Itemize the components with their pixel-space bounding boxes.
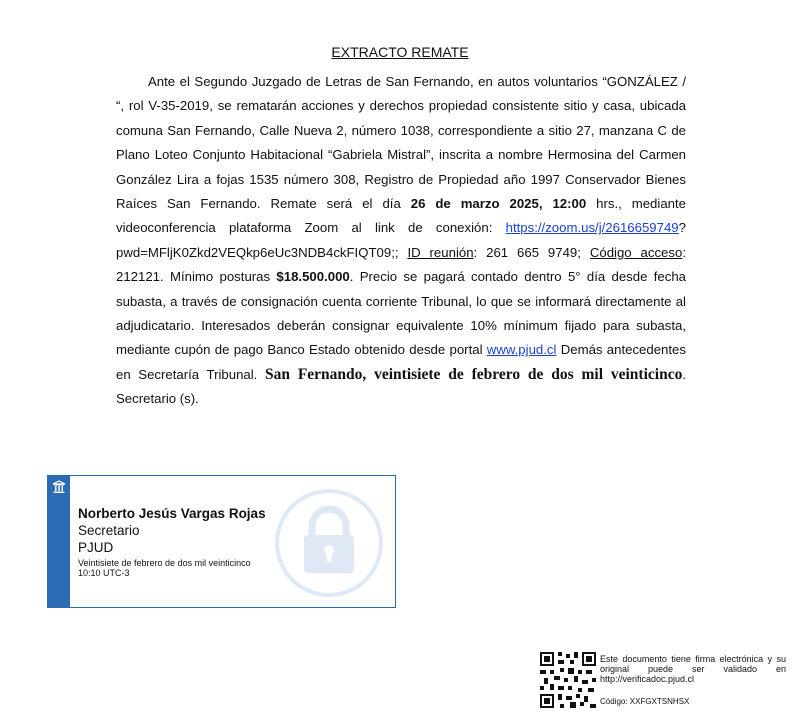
- body-text-7: Demás antecedentes en Secretaría Tribunal.: [116, 342, 686, 382]
- minimum-bid: $18.500.000: [276, 269, 350, 285]
- body-text-1: Ante el Segundo Juzgado de Letras de San Fernando, en autos voluntarios “GONZÁLEZ / “, rol V-35-2019, se rematarán acciones y derechos propiedad consistente sitio y casa, ubicada comuna San Fernando, Calle Nueva 2, número 1038, correspondiente a sitio 27, manzana C de Plano Loteo Conjunto Habitacional “Gabriela Mistral”, inscrita a nombre Hermosina del Carmen González Lira a fojas 1535 número 308, Registro de Propiedad año 1997 Conservador Bienes Raíces San Fernando. Remate será el día: [116, 74, 686, 212]
- signer-role: Secretario: [78, 523, 140, 538]
- body-text-8: . Secretario (s).: [116, 366, 686, 407]
- body-text-2: hrs., mediante videoconferencia plataforma Zoom al link de conexión:: [116, 196, 686, 236]
- signature-datetime: [78, 558, 251, 578]
- meeting-id-label: ID reunión: [407, 244, 474, 260]
- closing-date: San Fernando, veintisiete de febrero de dos mil veinticinco: [264, 365, 683, 383]
- verification-code: Código: XXFGXTSNHSX: [600, 697, 690, 706]
- signer-org: PJUD: [78, 540, 114, 555]
- zoom-link[interactable]: https://zoom.us/j/2616659749: [505, 220, 679, 236]
- access-code-label: Código acceso: [589, 244, 683, 260]
- signature-block: [47, 475, 396, 608]
- signer-name: Norberto Jesús Vargas Rojas: [78, 506, 266, 521]
- body-text-4: : 261 665 9749;: [473, 244, 590, 260]
- signature-side-bar: [48, 476, 70, 607]
- signature-time: 10:10 UTC-3: [78, 568, 130, 578]
- document-body: [116, 70, 686, 412]
- document-title: EXTRACTO REMATE: [331, 44, 469, 60]
- courthouse-icon: [52, 480, 66, 494]
- body-text-3: ?pwd=MFljK0Zkd2VEQkp6eUc3NDB4ckFIQT09;;: [116, 220, 686, 260]
- signature-date: Veintisiete de febrero de dos mil veinticinco: [78, 558, 251, 568]
- pjud-link[interactable]: www.pjud.cl: [486, 342, 557, 358]
- body-text-6: . Precio se pagará contado dentro 5° día desde fecha subasta, a través de consignación cuenta corriente Tribunal, lo que se informará directamente al adjudicatario. Interesados deberán consignar equivalente 10% mínimum fijado para subasta, mediante cupón de pago Banco Estado obtenido desde portal: [116, 269, 686, 358]
- qr-code-icon: [540, 652, 596, 708]
- auction-date: 26 de marzo 2025, 12:00: [410, 196, 587, 212]
- verification-notice: Este documento tiene firma electrónica y su original puede ser validado en http://verificadoc.pjud.cl: [600, 654, 786, 684]
- lock-icon: [274, 488, 384, 598]
- body-text-5: : 212121. Mínimo posturas: [116, 244, 686, 285]
